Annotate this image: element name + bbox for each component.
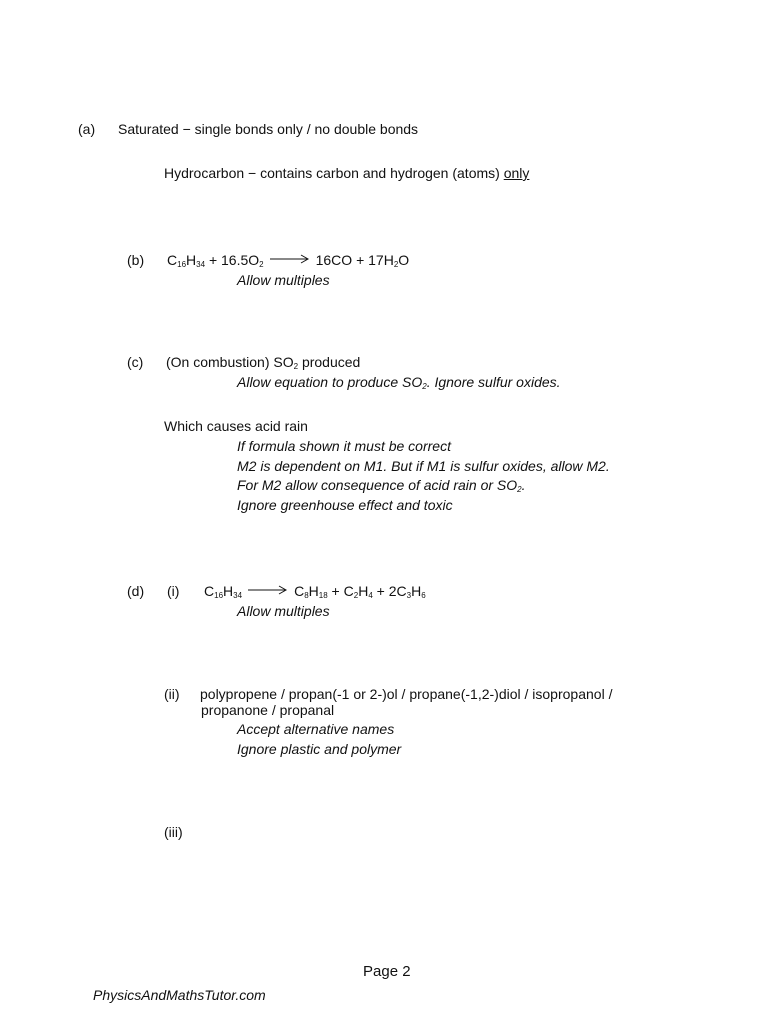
part-a-hydrocarbon-answer [164, 164, 529, 182]
so2-text: (On combustion) SO [166, 354, 294, 370]
eq-product: + C [327, 583, 354, 599]
part-d-i-label: (i) [167, 583, 180, 599]
eq-hydrogen: H [186, 252, 197, 268]
eq-product: H [411, 583, 422, 599]
hydrocarbon-text: Hydrocarbon − contains carbon and hydrogen (atoms) [164, 165, 504, 181]
note-text: . [521, 477, 526, 493]
note-text: . Ignore sulfur oxides. [426, 374, 561, 390]
eq-subscript: 2 [353, 591, 359, 600]
eq-subscript: 34 [196, 260, 206, 269]
eq-oxygen: + 16.5O [205, 252, 260, 268]
part-c-note-3: M2 is dependent on M1. But if M1 is sulfur oxides, allow M2. [237, 458, 610, 474]
part-c-label: (c) [127, 354, 144, 370]
part-c-note-5: Ignore greenhouse effect and toxic [237, 497, 453, 513]
eq-subscript: 18 [318, 591, 328, 600]
part-d-ii-note-1: Accept alternative names [237, 721, 395, 737]
part-d-ii-note-2: Ignore plastic and polymer [237, 741, 402, 757]
eq-subscript: 6 [421, 591, 426, 600]
part-c-note-1 [237, 373, 561, 391]
eq-subscript: 3 [406, 591, 412, 600]
eq-carbon: C [167, 252, 178, 268]
part-b-equation [167, 251, 409, 269]
eq-subscript: 8 [304, 591, 309, 600]
produced-text: produced [298, 354, 361, 370]
eq-subscript: 4 [368, 591, 373, 600]
eq-subscript: 2 [422, 382, 427, 391]
eq-product: H [308, 583, 319, 599]
eq-subscript: 34 [233, 591, 243, 600]
eq-product: C [294, 583, 305, 599]
part-d-label: (d) [127, 583, 145, 599]
reaction-arrow-icon [270, 254, 310, 264]
eq-product: H [358, 583, 369, 599]
eq-subscript: 2 [259, 260, 264, 269]
part-a-saturated-answer: Saturated − single bonds only / no double bonds [118, 121, 419, 137]
eq-carbon: C [204, 583, 215, 599]
eq-hydrogen: H [223, 583, 234, 599]
part-a-label: (a) [78, 121, 96, 137]
eq-product: + 2C [372, 583, 407, 599]
part-c-answer-2: Which causes acid rain [164, 418, 308, 434]
part-d-i-equation [204, 582, 426, 600]
note-text: For M2 allow consequence of acid rain or SO [237, 477, 518, 493]
note-text: Allow equation to produce SO [237, 374, 423, 390]
part-d-ii-answer-2: propanone / propanal [201, 702, 335, 718]
eq-subscript: 16 [214, 591, 224, 600]
part-d-ii-answer-1: polypropene / propan(-1 or 2-)ol / propane(-1,2-)diol / isopropanol / [200, 686, 613, 702]
part-b-label: (b) [127, 252, 145, 268]
part-c-note-2: If formula shown it must be correct [237, 438, 451, 454]
part-b-note: Allow multiples [237, 272, 330, 288]
part-c-answer-1 [166, 353, 360, 371]
part-d-i-note: Allow multiples [237, 603, 330, 619]
eq-subscript: 2 [293, 362, 299, 371]
eq-subscript: 2 [393, 260, 399, 269]
part-d-ii-label: (ii) [164, 686, 180, 702]
eq-products: 16CO + 17H [315, 252, 394, 268]
eq-subscript: 2 [517, 485, 522, 494]
part-d-iii-label: (iii) [164, 824, 183, 840]
reaction-arrow-icon [248, 585, 288, 595]
part-c-note-4 [237, 476, 525, 494]
site-watermark: PhysicsAndMathsTutor.com [93, 987, 266, 1003]
eq-products-end: O [398, 252, 410, 268]
only-underlined: only [503, 165, 530, 181]
page-number: Page 2 [363, 963, 411, 980]
eq-subscript: 16 [177, 260, 187, 269]
